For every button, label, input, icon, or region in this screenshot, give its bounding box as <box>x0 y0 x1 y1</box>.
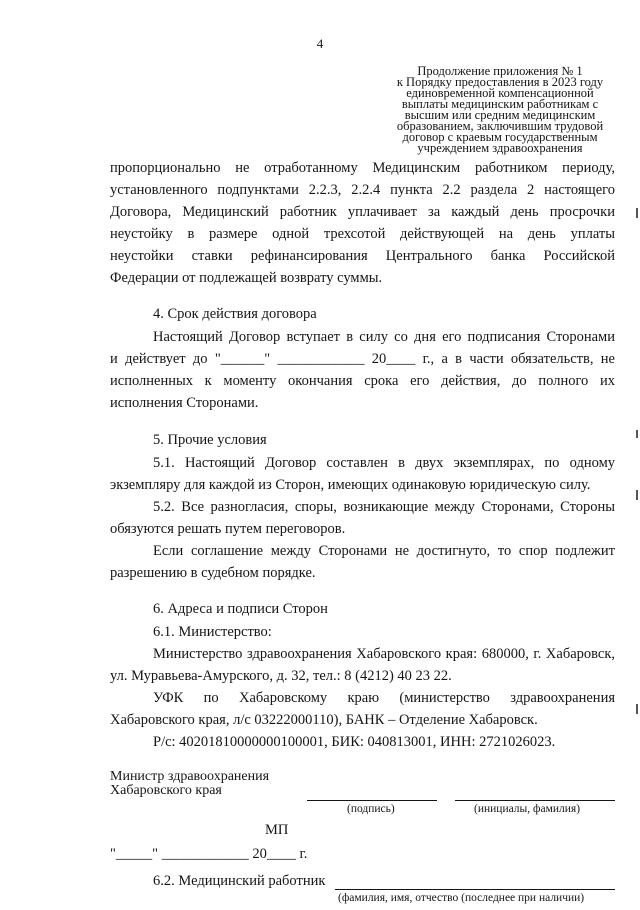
text-line: обязуются решать путем переговоров. <box>110 521 346 537</box>
worker-caption: (фамилия, имя, отчество (последнее при наличии) <box>338 892 585 904</box>
section-4-heading: 4. Срок действия договора <box>153 306 317 322</box>
text-line: Договора, Медицинский работник уплачивает за каждый день просрочки <box>110 204 615 220</box>
name-line <box>455 800 615 801</box>
worker-name-line <box>335 889 615 890</box>
section-6-heading: 6. Адреса и подписи Сторон <box>153 601 328 617</box>
text-line: исполненных к моменту окончания срока его действия, до полного их <box>110 373 615 389</box>
worker-label: 6.2. Медицинский работник <box>153 873 326 889</box>
text-line: неустойки ставки рефинансирования Центрального банка Российской <box>110 248 615 264</box>
appendix-line: высшим или средним медицинским <box>404 108 596 122</box>
text-line: экземпляру для каждой из Сторон, имеющих одинаковую юридическую силу. <box>110 477 591 493</box>
text-line: 5.1. Настоящий Договор составлен в двух экземплярах, по одному <box>153 455 615 471</box>
text-line: разрешению в судебном порядке. <box>110 565 316 581</box>
minister-title-line: Хабаровского края <box>110 783 222 798</box>
scan-mark <box>636 208 638 218</box>
name-caption: (инициалы, фамилия) <box>474 803 581 815</box>
appendix-line: договор с краевым государственным <box>402 130 598 144</box>
text-line: 5.2. Все разногласия, споры, возникающие между Сторонами, Стороны <box>153 499 615 515</box>
text-line: Если соглашение между Сторонами не достигнуто, то спор подлежит <box>153 543 615 559</box>
appendix-line: к Порядку предоставления в 2023 году <box>396 75 604 89</box>
minister-title-line: Министр здравоохранения <box>110 769 270 784</box>
text-line: неустойку в размере одной трехсотой действующей на день уплаты <box>110 226 615 242</box>
appendix-header <box>380 66 620 154</box>
text-line: Р/с: 40201810000000100001, БИК: 040813001, ИНН: 2721026023. <box>153 734 556 750</box>
text-line: Настоящий Договор вступает в силу со дня его подписания Сторонами <box>153 329 615 345</box>
text-line: и действует до "______" ____________ 20____ г., а в части обязательств, не <box>110 351 615 367</box>
text-line: ул. Муравьева-Амурского, д. 32, тел.: 8 (4212) 40 23 22. <box>110 668 452 684</box>
scan-mark <box>636 704 638 714</box>
section-5-heading: 5. Прочие условия <box>153 432 267 448</box>
appendix-line: учреждением здравоохранения <box>417 141 583 155</box>
text-line: установленного подпунктами 2.2.3, 2.2.4 пункта 2.2 раздела 2 настоящего <box>110 182 615 198</box>
stamp-placeholder: МП <box>265 822 289 838</box>
appendix-line: образованием, заключившим трудовой <box>396 119 604 133</box>
scan-mark <box>636 490 638 500</box>
ministry-label: 6.1. Министерство: <box>153 624 272 640</box>
signature-line <box>307 800 437 801</box>
text-line: Хабаровского края, л/с 03222000110), БАНК – Отделение Хабаровск. <box>110 712 538 728</box>
text-line: Федерации от подлежащей возврату суммы. <box>110 270 383 286</box>
appendix-line: Продолжение приложения № 1 <box>417 64 583 78</box>
text-line: Министерство здравоохранения Хабаровского края: 680000, г. Хабаровск, <box>153 646 615 662</box>
appendix-line: единовременной компенсационной <box>406 86 594 100</box>
date-line: "_____" ____________ 20____ г. <box>110 846 308 862</box>
text-line: УФК по Хабаровскому краю (министерство здравоохранения <box>153 690 615 706</box>
appendix-line: выплаты медицинским работникам с <box>401 97 599 111</box>
scan-mark <box>636 430 638 438</box>
text-line: исполнения Сторонами. <box>110 395 259 411</box>
page-number: 4 <box>316 36 324 51</box>
text-line: пропорционально не отработанному Медицинским работником периоду, <box>110 160 615 176</box>
signature-caption: (подпись) <box>347 803 395 815</box>
